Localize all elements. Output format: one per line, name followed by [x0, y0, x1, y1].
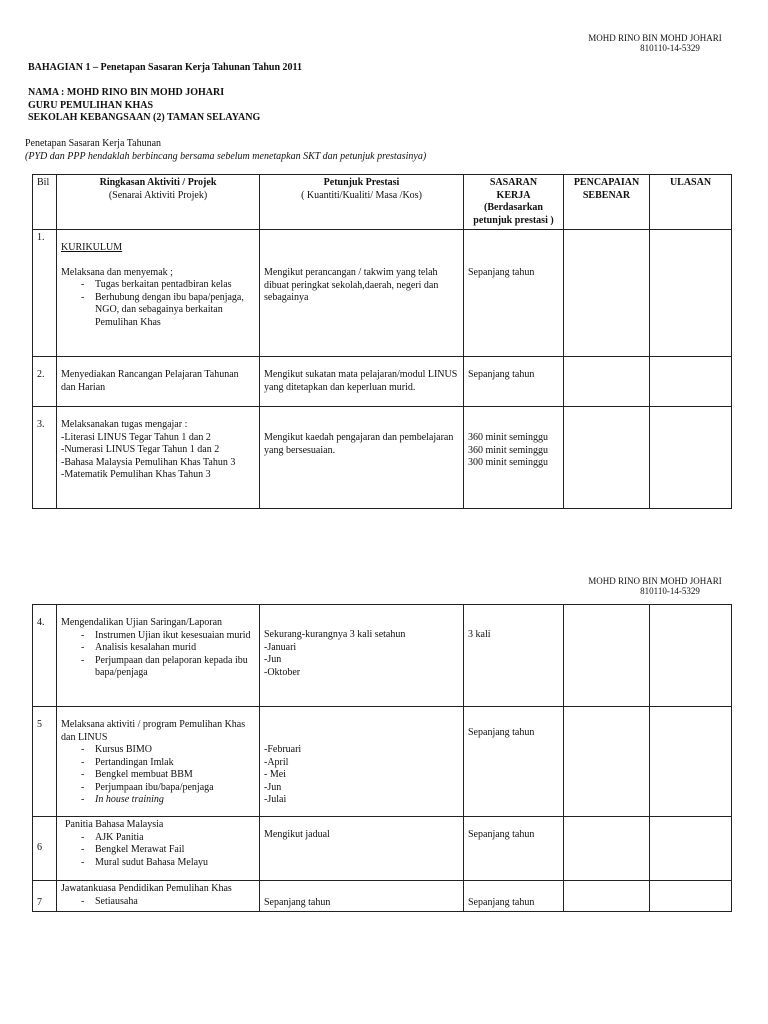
row-bil: 1. [33, 230, 57, 357]
header-petunjuk-title: Petunjuk Prestasi [323, 177, 400, 188]
list-item: - Mural sudut Bahasa Melayu [81, 857, 255, 870]
list-item: - Bengkel membuat BBM [81, 769, 255, 782]
header-ringkasan-title: Ringkasan Aktiviti / Projek [99, 177, 217, 188]
petunjuk-text: Mengikut jadual [264, 829, 330, 840]
row-pencapaian [564, 707, 650, 817]
row-aktiviti [57, 605, 260, 707]
row-aktiviti [57, 707, 260, 817]
row-sasaran [464, 407, 564, 509]
row-ulasan [650, 881, 732, 912]
aktiviti-intro: Jawatankuasa Pendidikan Pemulihan Khas [61, 883, 232, 894]
list-item: - Perjumpaan ibu/bapa/penjaga [81, 782, 255, 795]
sasaran-text: Sepanjang tahun [468, 829, 535, 840]
row-aktiviti [57, 881, 260, 912]
penetapan-label: Penetapan Sasaran Kerja Tahunan [25, 138, 162, 149]
header-sasaran-2: KERJA [496, 189, 531, 201]
bil-text: 2. [37, 369, 45, 380]
list-item: - Instrumen Ujian ikut kesesuaian murid [81, 630, 255, 643]
row-petunjuk [260, 407, 464, 509]
aktiviti-intro: Mengendalikan Ujian Saringan/Laporan [61, 617, 223, 628]
table-row [33, 817, 732, 881]
petunjuk-text: Mengikut sukatan mata pelajaran/modul LINUS yang ditetapkan dan keperluan murid. [264, 369, 458, 393]
row-ulasan [650, 817, 732, 881]
table-row [33, 605, 732, 707]
row-bil [33, 407, 57, 509]
row-ulasan [650, 230, 732, 357]
row-pencapaian [564, 357, 650, 407]
petunjuk-line: -Julai [264, 794, 287, 805]
table-row [33, 357, 732, 407]
table-row [33, 230, 732, 357]
list-item: - Perjumpaan dan pelaporan kepada ibu bapa/penjaga [81, 655, 255, 680]
row-aktiviti [57, 407, 260, 509]
header-sasaran [464, 175, 564, 230]
list-item: - In house training [81, 794, 255, 807]
owner-name-page2: MOHD RINO BIN MOHD JOHARI [588, 576, 722, 586]
table-row [33, 407, 732, 509]
header-petunjuk [260, 175, 464, 230]
row-aktiviti [57, 357, 260, 407]
aktiviti-list [61, 896, 255, 909]
aktiviti-line: -Numerasi LINUS Tegar Tahun 1 dan 2 [61, 444, 220, 455]
aktiviti-intro: Panitia Bahasa Malaysia [65, 819, 164, 830]
aktiviti-line: Melaksanakan tugas mengajar : [61, 419, 188, 430]
table-row [33, 881, 732, 912]
petunjuk-line: -Januari [264, 641, 297, 653]
row-pencapaian [564, 605, 650, 707]
nama-line: NAMA : MOHD RINO BIN MOHD JOHARI [28, 87, 225, 98]
list-item: - Setiausaha [81, 896, 255, 909]
row-aktiviti [57, 817, 260, 881]
petunjuk-line: -Jun [264, 781, 282, 793]
row-ulasan [650, 605, 732, 707]
row-petunjuk [260, 357, 464, 407]
aktiviti-intro: Melaksana aktiviti / program Pemulihan Khas dan LINUS [61, 719, 246, 743]
list-item: - Pertandingan Imlak [81, 757, 255, 770]
petunjuk-line: -Jun [264, 654, 282, 665]
header-pencapaian-1: PENCAPAIAN [573, 177, 640, 188]
table-row [33, 707, 732, 817]
sasaran-line: 360 minit seminggu [468, 444, 548, 456]
aktiviti-list [61, 279, 255, 329]
kurikulum-heading: KURIKULUM [61, 242, 123, 253]
row-petunjuk [260, 707, 464, 817]
row-ulasan [650, 407, 732, 509]
header-pencapaian-2: SEBENAR [582, 189, 631, 201]
header-ringkasan-sub: (Senarai Aktiviti Projek) [108, 189, 208, 201]
section-title: BAHAGIAN 1 – Penetapan Sasaran Kerja Tahunan Tahun 2011 [28, 62, 302, 73]
row-pencapaian [564, 407, 650, 509]
row-sasaran [464, 817, 564, 881]
skt-table-page1 [32, 174, 732, 509]
list-item: - AJK Panitia [81, 832, 255, 845]
aktiviti-list [61, 832, 255, 870]
row-petunjuk [260, 817, 464, 881]
header-petunjuk-sub: ( Kuantiti/Kualiti/ Masa /Kos) [301, 189, 422, 201]
sasaran-text: 3 kali [468, 629, 491, 640]
row-sasaran [464, 707, 564, 817]
row-pencapaian [564, 230, 650, 357]
row-sasaran [464, 357, 564, 407]
row-sasaran [464, 230, 564, 357]
aktiviti-line: -Literasi LINUS Tegar Tahun 1 dan 2 [61, 431, 211, 443]
header-bil: Bil [33, 175, 57, 230]
list-item: - Berhubung dengan ibu bapa/penjaga, NGO, dan sebagainya berkaitan Pemulihan Khas [81, 292, 255, 330]
row-bil [33, 707, 57, 817]
owner-id: 810110-14-5329 [640, 43, 700, 53]
list-item: - Kursus BIMO [81, 744, 255, 757]
row-petunjuk [260, 230, 464, 357]
petunjuk-line: - Mei [264, 769, 286, 780]
aktiviti-list [61, 630, 255, 680]
penetapan-note: (PYD dan PPP hendaklah berbincang bersama sebelum menetapkan SKT dan petunjuk prestasinya) [25, 150, 427, 162]
row-sasaran: Sepanjang tahun [464, 881, 564, 912]
petunjuk-line: -Februari [264, 744, 302, 755]
list-item: - Bengkel Merawat Fail [81, 844, 255, 857]
aktiviti-text: Menyediakan Rancangan Pelajaran Tahunan dan Harian [61, 369, 239, 393]
petunjuk-line: -April [264, 756, 289, 768]
header-ringkasan [57, 175, 260, 230]
sasaran-line: 300 minit seminggu [468, 457, 548, 468]
table-header-row [33, 175, 732, 230]
aktiviti-line: -Bahasa Malaysia Pemulihan Khas Tahun 3 [61, 456, 236, 468]
skt-table-page2 [32, 604, 732, 912]
sasaran-line: 360 minit seminggu [468, 432, 548, 443]
header-ulasan: ULASAN [650, 175, 732, 230]
jawatan-line: GURU PEMULIHAN KHAS [28, 99, 154, 111]
row-bil [33, 357, 57, 407]
row-aktiviti [57, 230, 260, 357]
sasaran-text: Sepanjang tahun [468, 369, 535, 380]
row-pencapaian [564, 817, 650, 881]
row-pencapaian [564, 881, 650, 912]
header-sasaran-sub: (Berdasarkan petunjuk prestasi ) [473, 202, 554, 226]
aktiviti-intro: Melaksana dan menyemak ; [61, 266, 173, 278]
row-ulasan [650, 357, 732, 407]
petunjuk-text: Mengikut kaedah pengajaran dan pembelajaran yang bersesuaian. [264, 432, 454, 456]
aktiviti-list [61, 744, 255, 807]
row-ulasan [650, 707, 732, 817]
header-pencapaian [564, 175, 650, 230]
petunjuk-text: Mengikut perancangan / takwim yang telah dibuat peringkat sekolah,daerah, negeri dan sebagainya [264, 267, 439, 303]
row-bil: 6 [33, 817, 57, 881]
sasaran-text: Sepanjang tahun [468, 727, 535, 738]
bil-text: 3. [37, 419, 45, 430]
list-item: - Tugas berkaitan pentadbiran kelas [81, 279, 255, 292]
row-bil [33, 605, 57, 707]
aktiviti-line: -Matematik Pemulihan Khas Tahun 3 [61, 469, 211, 480]
row-petunjuk: Sepanjang tahun [260, 881, 464, 912]
bil-text: 5 [37, 719, 42, 730]
petunjuk-line: -Oktober [264, 666, 301, 678]
owner-id-page2: 810110-14-5329 [640, 586, 700, 596]
owner-name: MOHD RINO BIN MOHD JOHARI [588, 33, 722, 43]
sekolah-line: SEKOLAH KEBANGSAAN (2) TAMAN SELAYANG [28, 112, 261, 123]
row-petunjuk [260, 605, 464, 707]
row-bil: 7 [33, 881, 57, 912]
petunjuk-line: Sekurang-kurangnya 3 kali setahun [264, 629, 406, 640]
sasaran-text: Sepanjang tahun [468, 267, 535, 278]
header-sasaran-1: SASARAN [489, 177, 538, 188]
bil-text: 4. [37, 617, 45, 628]
row-sasaran [464, 605, 564, 707]
list-item: - Analisis kesalahan murid [81, 642, 255, 655]
